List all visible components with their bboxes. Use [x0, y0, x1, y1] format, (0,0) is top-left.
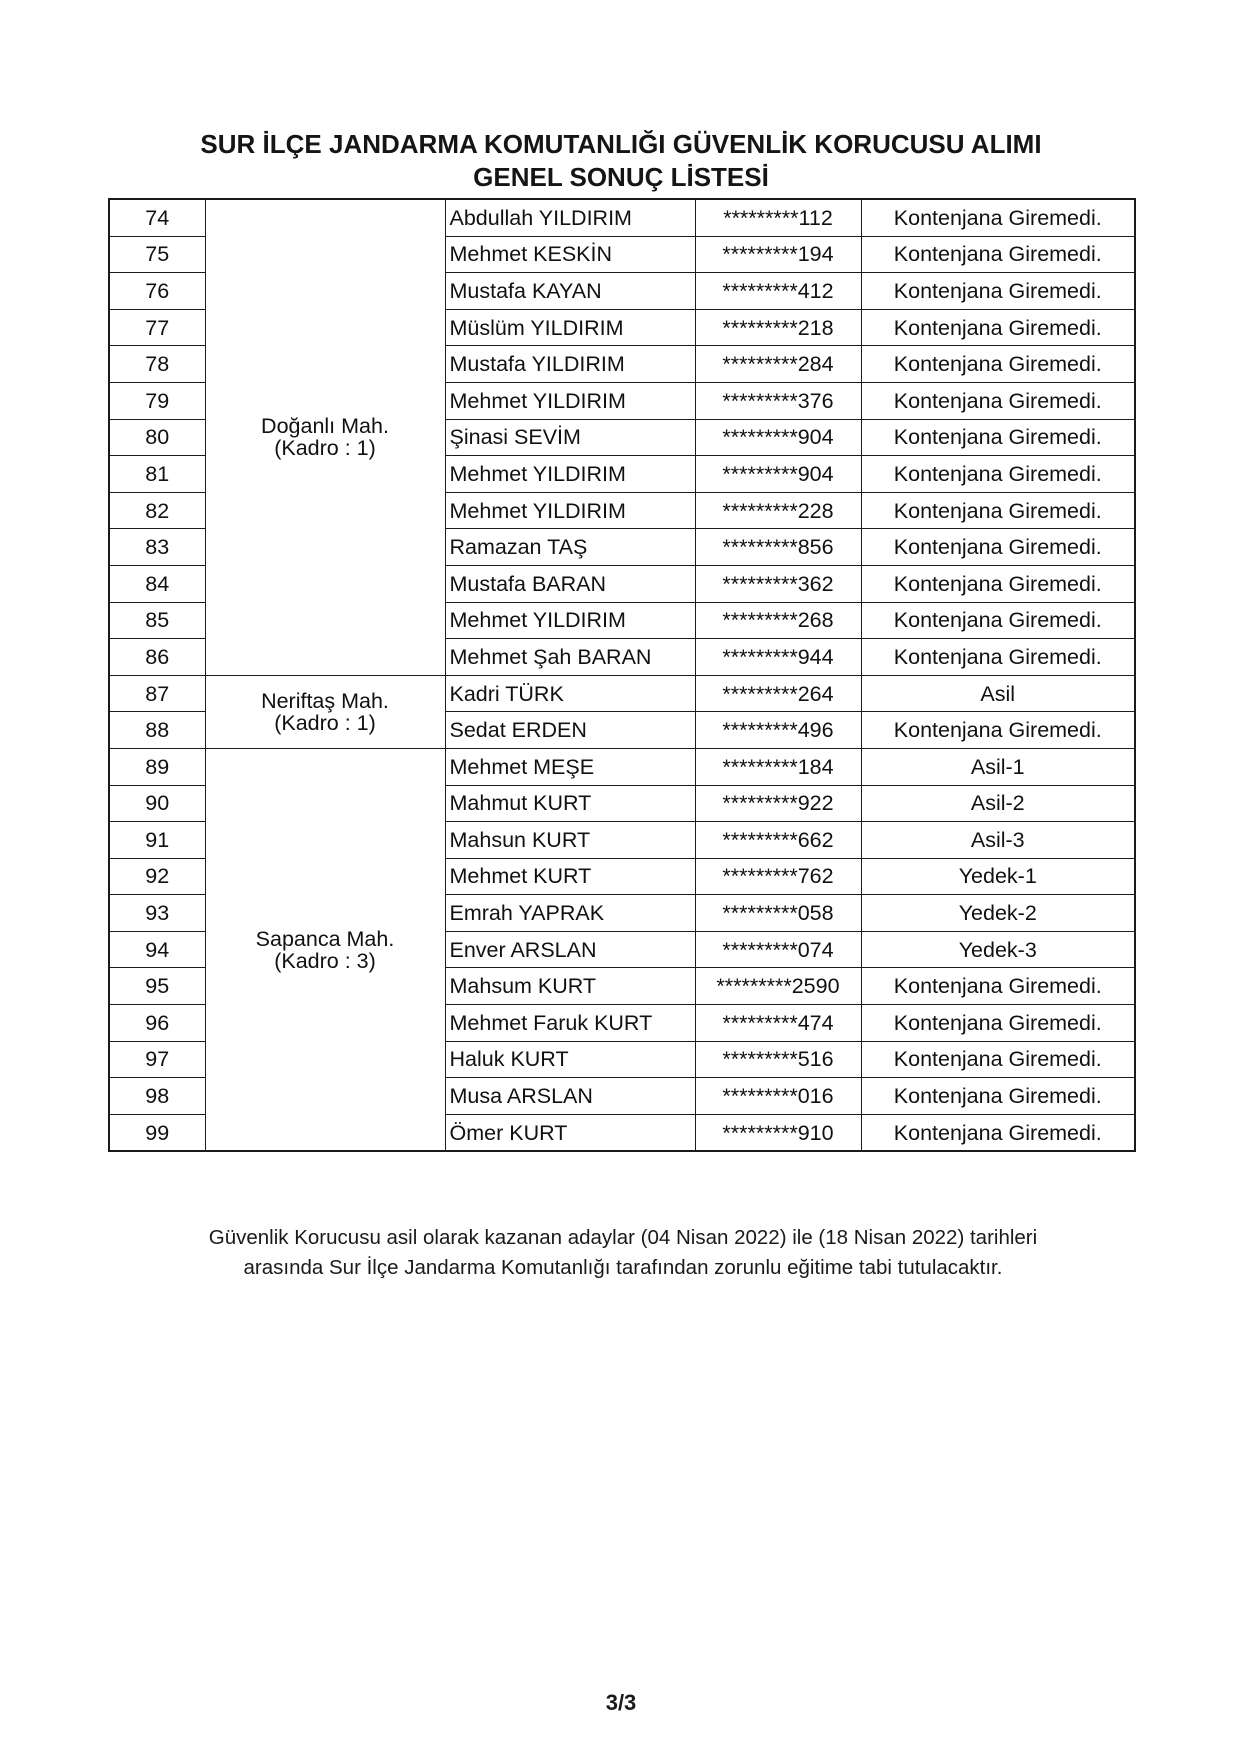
result-status-cell: Kontenjana Giremedi.	[861, 529, 1135, 566]
row-number-cell: 94	[109, 931, 205, 968]
masked-id-cell: *********184	[695, 748, 861, 785]
candidate-name-cell: Abdullah YILDIRIM	[445, 199, 695, 236]
candidate-name-cell: Mehmet KURT	[445, 858, 695, 895]
table-row	[109, 675, 1135, 712]
masked-id-cell: *********284	[695, 346, 861, 383]
masked-id-cell: *********376	[695, 382, 861, 419]
result-status-cell: Kontenjana Giremedi.	[861, 199, 1135, 236]
masked-id-cell: *********904	[695, 456, 861, 493]
row-number-cell: 95	[109, 968, 205, 1005]
row-number-cell: 81	[109, 456, 205, 493]
area-name: Neriftaş Mah.	[261, 688, 389, 713]
table-row	[109, 748, 1135, 785]
candidate-name-cell: Ramazan TAŞ	[445, 529, 695, 566]
candidate-name-cell: Haluk KURT	[445, 1041, 695, 1078]
row-number-cell: 97	[109, 1041, 205, 1078]
area-cell	[205, 199, 445, 675]
candidate-name-cell: Müslüm YILDIRIM	[445, 309, 695, 346]
row-number-cell: 87	[109, 675, 205, 712]
area-quota: (Kadro : 1)	[274, 436, 376, 461]
result-status-cell: Kontenjana Giremedi.	[861, 1005, 1135, 1042]
row-number-cell: 78	[109, 346, 205, 383]
row-number-cell: 74	[109, 199, 205, 236]
row-number-cell: 89	[109, 748, 205, 785]
area-cell	[205, 748, 445, 1151]
result-status-cell: Kontenjana Giremedi.	[861, 712, 1135, 749]
row-number-cell: 85	[109, 602, 205, 639]
candidate-name-cell: Mehmet Faruk KURT	[445, 1005, 695, 1042]
masked-id-cell: *********016	[695, 1078, 861, 1115]
candidate-name-cell: Mustafa YILDIRIM	[445, 346, 695, 383]
row-number-cell: 93	[109, 895, 205, 932]
masked-id-cell: *********228	[695, 492, 861, 529]
masked-id-cell: *********2590	[695, 968, 861, 1005]
result-status-cell: Asil-2	[861, 785, 1135, 822]
result-status-cell: Kontenjana Giremedi.	[861, 968, 1135, 1005]
area-quota: (Kadro : 3)	[274, 948, 376, 973]
training-note-line-1: Güvenlik Korucusu asil olarak kazanan adaylar (04 Nisan 2022) ile (18 Nisan 2022) tarihleri	[208, 1226, 1038, 1249]
candidate-name-cell: Enver ARSLAN	[445, 931, 695, 968]
candidate-name-cell: Sedat ERDEN	[445, 712, 695, 749]
candidate-name-cell: Mehmet YILDIRIM	[445, 492, 695, 529]
row-number-cell: 82	[109, 492, 205, 529]
results-table	[108, 198, 1136, 1152]
result-status-cell: Kontenjana Giremedi.	[861, 236, 1135, 273]
row-number-cell: 91	[109, 822, 205, 859]
result-status-cell: Kontenjana Giremedi.	[861, 492, 1135, 529]
result-status-cell: Asil	[861, 675, 1135, 712]
result-status-cell: Kontenjana Giremedi.	[861, 309, 1135, 346]
result-status-cell: Kontenjana Giremedi.	[861, 602, 1135, 639]
document-subtitle: GENEL SONUÇ LİSTESİ	[473, 162, 769, 192]
masked-id-cell: *********856	[695, 529, 861, 566]
result-status-cell: Kontenjana Giremedi.	[861, 346, 1135, 383]
result-status-cell: Yedek-3	[861, 931, 1135, 968]
candidate-name-cell: Mehmet YILDIRIM	[445, 382, 695, 419]
candidate-name-cell: Mehmet MEŞE	[445, 748, 695, 785]
masked-id-cell: *********904	[695, 419, 861, 456]
result-status-cell: Kontenjana Giremedi.	[861, 273, 1135, 310]
masked-id-cell: *********944	[695, 639, 861, 676]
candidate-name-cell: Mehmet Şah BARAN	[445, 639, 695, 676]
result-status-cell: Kontenjana Giremedi.	[861, 419, 1135, 456]
area-quota: (Kadro : 1)	[274, 710, 376, 735]
row-number-cell: 76	[109, 273, 205, 310]
result-status-cell: Kontenjana Giremedi.	[861, 1114, 1135, 1151]
table-row	[109, 199, 1135, 236]
page-number: 3/3	[605, 1690, 637, 1715]
masked-id-cell: *********662	[695, 822, 861, 859]
masked-id-cell: *********762	[695, 858, 861, 895]
row-number-cell: 86	[109, 639, 205, 676]
results-table-body	[109, 199, 1135, 1151]
masked-id-cell: *********496	[695, 712, 861, 749]
result-status-cell: Kontenjana Giremedi.	[861, 1078, 1135, 1115]
masked-id-cell: *********264	[695, 675, 861, 712]
candidate-name-cell: Emrah YAPRAK	[445, 895, 695, 932]
masked-id-cell: *********474	[695, 1005, 861, 1042]
candidate-name-cell: Mehmet YILDIRIM	[445, 602, 695, 639]
row-number-cell: 77	[109, 309, 205, 346]
candidate-name-cell: Mahsun KURT	[445, 822, 695, 859]
row-number-cell: 83	[109, 529, 205, 566]
candidate-name-cell: Mahsum KURT	[445, 968, 695, 1005]
document-title: SUR İLÇE JANDARMA KOMUTANLIĞI GÜVENLİK KORUCUSU ALIMI	[200, 129, 1042, 159]
masked-id-cell: *********194	[695, 236, 861, 273]
row-number-cell: 79	[109, 382, 205, 419]
result-status-cell: Asil-3	[861, 822, 1135, 859]
candidate-name-cell: Musa ARSLAN	[445, 1078, 695, 1115]
training-note	[112, 1223, 1134, 1283]
candidate-name-cell: Mehmet KESKİN	[445, 236, 695, 273]
area-name: Sapanca Mah.	[255, 926, 395, 951]
candidate-name-cell: Mustafa KAYAN	[445, 273, 695, 310]
result-status-cell: Kontenjana Giremedi.	[861, 639, 1135, 676]
row-number-cell: 75	[109, 236, 205, 273]
row-number-cell: 99	[109, 1114, 205, 1151]
row-number-cell: 88	[109, 712, 205, 749]
candidate-name-cell: Ömer KURT	[445, 1114, 695, 1151]
result-status-cell: Kontenjana Giremedi.	[861, 456, 1135, 493]
masked-id-cell: *********218	[695, 309, 861, 346]
result-status-cell: Kontenjana Giremedi.	[861, 565, 1135, 602]
masked-id-cell: *********910	[695, 1114, 861, 1151]
candidate-name-cell: Kadri TÜRK	[445, 675, 695, 712]
row-number-cell: 90	[109, 785, 205, 822]
masked-id-cell: *********058	[695, 895, 861, 932]
masked-id-cell: *********112	[695, 199, 861, 236]
row-number-cell: 80	[109, 419, 205, 456]
masked-id-cell: *********268	[695, 602, 861, 639]
area-cell	[205, 675, 445, 748]
row-number-cell: 96	[109, 1005, 205, 1042]
candidate-name-cell: Mahmut KURT	[445, 785, 695, 822]
row-number-cell: 98	[109, 1078, 205, 1115]
result-status-cell: Yedek-1	[861, 858, 1135, 895]
candidate-name-cell: Mustafa BARAN	[445, 565, 695, 602]
row-number-cell: 92	[109, 858, 205, 895]
row-number-cell: 84	[109, 565, 205, 602]
candidate-name-cell: Şinasi SEVİM	[445, 419, 695, 456]
masked-id-cell: *********074	[695, 931, 861, 968]
area-name: Doğanlı Mah.	[261, 414, 389, 439]
masked-id-cell: *********516	[695, 1041, 861, 1078]
result-status-cell: Kontenjana Giremedi.	[861, 382, 1135, 419]
masked-id-cell: *********412	[695, 273, 861, 310]
training-note-line-2: arasında Sur İlçe Jandarma Komutanlığı tarafından zorunlu eğitime tabi tutulacaktır.	[243, 1256, 1003, 1279]
result-status-cell: Kontenjana Giremedi.	[861, 1041, 1135, 1078]
candidate-name-cell: Mehmet YILDIRIM	[445, 456, 695, 493]
result-status-cell: Yedek-2	[861, 895, 1135, 932]
masked-id-cell: *********922	[695, 785, 861, 822]
masked-id-cell: *********362	[695, 565, 861, 602]
result-status-cell: Asil-1	[861, 748, 1135, 785]
